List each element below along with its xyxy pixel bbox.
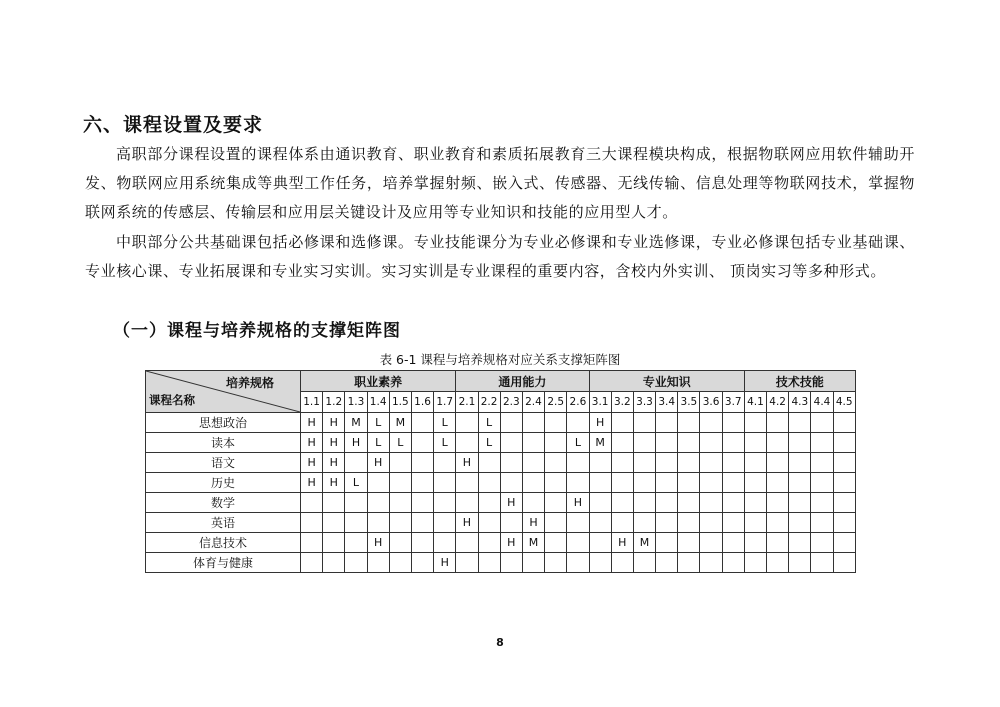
support-level-cell bbox=[767, 493, 789, 513]
support-level-cell bbox=[789, 533, 811, 553]
spec-code-header: 4.4 bbox=[811, 392, 833, 413]
support-level-cell bbox=[411, 513, 433, 533]
group-header-2: 通用能力 bbox=[456, 371, 589, 392]
support-level-cell: L bbox=[478, 413, 500, 433]
support-level-cell bbox=[656, 513, 678, 533]
support-level-cell bbox=[567, 473, 589, 493]
support-level-cell bbox=[811, 553, 833, 573]
table-corner-cell bbox=[146, 371, 301, 413]
support-level-cell bbox=[722, 413, 744, 433]
support-level-cell: H bbox=[323, 433, 345, 453]
support-level-cell bbox=[633, 413, 655, 433]
table-row bbox=[146, 533, 856, 553]
support-level-cell bbox=[678, 553, 700, 573]
support-level-cell bbox=[811, 433, 833, 453]
table-row bbox=[146, 473, 856, 493]
support-level-cell bbox=[301, 553, 323, 573]
spec-code-header: 1.5 bbox=[389, 392, 411, 413]
table-row bbox=[146, 493, 856, 513]
support-level-cell bbox=[500, 453, 522, 473]
support-level-cell bbox=[744, 453, 766, 473]
support-level-cell bbox=[611, 433, 633, 453]
course-name-cell: 读本 bbox=[146, 433, 301, 453]
spec-code-header: 3.6 bbox=[700, 392, 722, 413]
support-level-cell: H bbox=[323, 473, 345, 493]
support-level-cell bbox=[522, 413, 544, 433]
support-level-cell: M bbox=[345, 413, 367, 433]
support-level-cell bbox=[678, 453, 700, 473]
support-level-cell bbox=[389, 493, 411, 513]
support-level-cell bbox=[722, 513, 744, 533]
support-level-cell bbox=[589, 553, 611, 573]
support-level-cell: L bbox=[434, 413, 456, 433]
support-level-cell: H bbox=[522, 513, 544, 533]
section-heading: 六、课程设置及要求 bbox=[83, 114, 264, 136]
support-level-cell bbox=[545, 413, 567, 433]
support-level-cell bbox=[567, 413, 589, 433]
corner-label-specs: 培养规格 bbox=[225, 376, 274, 390]
support-level-cell bbox=[323, 553, 345, 573]
support-level-cell bbox=[789, 453, 811, 473]
course-name-cell: 思想政治 bbox=[146, 413, 301, 433]
support-level-cell bbox=[345, 553, 367, 573]
spec-code-header: 3.4 bbox=[656, 392, 678, 413]
support-level-cell bbox=[833, 533, 855, 553]
support-level-cell bbox=[345, 533, 367, 553]
support-level-cell: H bbox=[589, 413, 611, 433]
support-level-cell bbox=[633, 513, 655, 533]
support-level-cell: H bbox=[456, 513, 478, 533]
support-level-cell bbox=[656, 453, 678, 473]
support-level-cell bbox=[345, 493, 367, 513]
support-level-cell bbox=[545, 553, 567, 573]
spec-code-header: 1.6 bbox=[411, 392, 433, 413]
support-level-cell bbox=[611, 473, 633, 493]
support-level-cell bbox=[700, 473, 722, 493]
support-level-cell bbox=[389, 553, 411, 573]
support-level-cell: H bbox=[367, 533, 389, 553]
support-level-cell bbox=[700, 453, 722, 473]
support-level-cell bbox=[478, 453, 500, 473]
support-level-cell bbox=[545, 533, 567, 553]
paragraph-higher-vocational: 高职部分课程设置的课程体系由通识教育、职业教育和素质拓展教育三大课程模块构成，根据物联网应用软件辅助开发、物联网应用系统集成等典型工作任务，培养掌握射频、嵌入式、传感器、无线传输、信息处理等物联网技术，掌握物联网系统的传感层、传输层和应用层关键设计及应用等专业知识和技能的应用型人才。 bbox=[85, 145, 915, 221]
support-level-cell bbox=[434, 513, 456, 533]
spec-code-header: 4.5 bbox=[833, 392, 855, 413]
support-level-cell bbox=[789, 433, 811, 453]
support-level-cell: H bbox=[456, 453, 478, 473]
support-level-cell bbox=[367, 513, 389, 533]
support-level-cell bbox=[522, 433, 544, 453]
support-level-cell: M bbox=[589, 433, 611, 453]
course-name-cell: 历史 bbox=[146, 473, 301, 493]
support-level-cell: L bbox=[367, 433, 389, 453]
table-row bbox=[146, 453, 856, 473]
spec-code-header: 3.1 bbox=[589, 392, 611, 413]
support-level-cell bbox=[545, 473, 567, 493]
support-level-cell bbox=[789, 473, 811, 493]
support-level-cell bbox=[456, 533, 478, 553]
support-level-cell bbox=[456, 473, 478, 493]
support-level-cell bbox=[522, 493, 544, 513]
support-level-cell bbox=[611, 513, 633, 533]
support-level-cell: M bbox=[522, 533, 544, 553]
support-level-cell bbox=[456, 413, 478, 433]
support-level-cell bbox=[611, 453, 633, 473]
support-level-cell bbox=[545, 513, 567, 533]
table-row bbox=[146, 433, 856, 453]
support-level-cell bbox=[411, 413, 433, 433]
group-header-3: 专业知识 bbox=[589, 371, 744, 392]
sub-heading: （一）课程与培养规格的支撑矩阵图 bbox=[113, 321, 401, 341]
support-level-cell bbox=[456, 553, 478, 573]
support-level-cell: H bbox=[301, 453, 323, 473]
support-level-cell bbox=[345, 453, 367, 473]
support-level-cell bbox=[767, 533, 789, 553]
support-level-cell bbox=[611, 493, 633, 513]
support-level-cell: H bbox=[301, 413, 323, 433]
support-level-cell: L bbox=[367, 413, 389, 433]
support-level-cell bbox=[456, 493, 478, 513]
support-level-cell bbox=[833, 473, 855, 493]
spec-code-header: 2.1 bbox=[456, 392, 478, 413]
support-level-cell: H bbox=[345, 433, 367, 453]
support-level-cell bbox=[833, 453, 855, 473]
support-level-cell bbox=[301, 533, 323, 553]
table-row bbox=[146, 553, 856, 573]
group-header-1: 职业素养 bbox=[301, 371, 456, 392]
support-level-cell bbox=[678, 413, 700, 433]
support-level-cell bbox=[434, 453, 456, 473]
support-level-cell bbox=[678, 513, 700, 533]
support-level-cell bbox=[633, 473, 655, 493]
support-level-cell bbox=[811, 413, 833, 433]
support-level-cell bbox=[789, 513, 811, 533]
support-level-cell bbox=[589, 533, 611, 553]
support-level-cell bbox=[633, 433, 655, 453]
support-level-cell bbox=[633, 553, 655, 573]
support-level-cell bbox=[744, 413, 766, 433]
support-level-cell: H bbox=[323, 453, 345, 473]
course-name-cell: 英语 bbox=[146, 513, 301, 533]
support-level-cell bbox=[656, 433, 678, 453]
support-level-cell bbox=[678, 433, 700, 453]
spec-code-header: 2.6 bbox=[567, 392, 589, 413]
support-level-cell bbox=[722, 553, 744, 573]
support-level-cell bbox=[656, 533, 678, 553]
support-level-cell bbox=[301, 513, 323, 533]
support-level-cell bbox=[767, 513, 789, 533]
support-level-cell bbox=[767, 553, 789, 573]
support-level-cell bbox=[478, 473, 500, 493]
support-level-cell: H bbox=[500, 533, 522, 553]
support-level-cell bbox=[567, 453, 589, 473]
spec-code-header: 2.3 bbox=[500, 392, 522, 413]
course-name-cell: 数学 bbox=[146, 493, 301, 513]
spec-code-header: 1.1 bbox=[301, 392, 323, 413]
support-level-cell bbox=[744, 533, 766, 553]
support-level-cell bbox=[500, 413, 522, 433]
support-level-cell bbox=[811, 453, 833, 473]
page-number: 8 bbox=[496, 636, 504, 649]
support-level-cell bbox=[833, 553, 855, 573]
support-level-cell bbox=[722, 433, 744, 453]
support-level-cell bbox=[633, 453, 655, 473]
support-level-cell: H bbox=[301, 433, 323, 453]
spec-code-header: 2.4 bbox=[522, 392, 544, 413]
support-level-cell bbox=[323, 513, 345, 533]
support-level-cell bbox=[811, 513, 833, 533]
support-level-cell bbox=[767, 433, 789, 453]
support-level-cell: H bbox=[434, 553, 456, 573]
support-level-cell bbox=[411, 453, 433, 473]
support-level-cell: H bbox=[567, 493, 589, 513]
support-level-cell: H bbox=[301, 473, 323, 493]
support-level-cell bbox=[301, 493, 323, 513]
spec-code-header: 2.2 bbox=[478, 392, 500, 413]
support-level-cell bbox=[833, 513, 855, 533]
spec-code-header: 2.5 bbox=[545, 392, 567, 413]
support-level-cell bbox=[656, 493, 678, 513]
spec-code-header: 4.2 bbox=[767, 392, 789, 413]
paragraph-secondary-vocational: 中职部分公共基础课包括必修课和选修课。专业技能课分为专业必修课和专业选修课，专业必修课包括专业基础课、专业核心课、专业拓展课和专业实习实训。实习实训是专业课程的重要内容，含校内外实训、 顶岗实习等多种形式。 bbox=[85, 233, 915, 280]
support-level-cell bbox=[700, 533, 722, 553]
spec-code-header: 1.7 bbox=[434, 392, 456, 413]
support-level-cell bbox=[478, 493, 500, 513]
support-level-cell bbox=[678, 493, 700, 513]
support-level-cell: L bbox=[567, 433, 589, 453]
support-level-cell bbox=[389, 473, 411, 493]
support-level-cell bbox=[522, 553, 544, 573]
support-level-cell bbox=[789, 413, 811, 433]
support-level-cell bbox=[367, 493, 389, 513]
support-level-cell bbox=[545, 453, 567, 473]
support-level-cell bbox=[722, 533, 744, 553]
support-level-cell bbox=[545, 433, 567, 453]
spec-code-header: 1.4 bbox=[367, 392, 389, 413]
support-level-cell bbox=[789, 553, 811, 573]
support-level-cell bbox=[611, 413, 633, 433]
support-level-cell bbox=[678, 533, 700, 553]
support-level-cell bbox=[567, 553, 589, 573]
support-level-cell bbox=[478, 533, 500, 553]
support-level-cell bbox=[389, 533, 411, 553]
support-level-cell bbox=[567, 513, 589, 533]
support-level-cell bbox=[700, 493, 722, 513]
support-level-cell bbox=[744, 553, 766, 573]
support-level-cell bbox=[789, 493, 811, 513]
support-level-cell bbox=[589, 453, 611, 473]
course-name-cell: 信息技术 bbox=[146, 533, 301, 553]
support-level-cell bbox=[656, 553, 678, 573]
support-level-cell bbox=[522, 473, 544, 493]
support-level-cell bbox=[678, 473, 700, 493]
course-name-cell: 语文 bbox=[146, 453, 301, 473]
support-level-cell bbox=[589, 513, 611, 533]
table-body bbox=[146, 413, 856, 573]
support-level-cell bbox=[411, 433, 433, 453]
support-level-cell bbox=[656, 413, 678, 433]
support-level-cell: L bbox=[478, 433, 500, 453]
support-level-cell bbox=[434, 473, 456, 493]
support-level-cell bbox=[411, 533, 433, 553]
support-level-cell bbox=[700, 553, 722, 573]
support-level-cell: H bbox=[500, 493, 522, 513]
support-level-cell bbox=[744, 493, 766, 513]
support-level-cell bbox=[633, 493, 655, 513]
support-level-cell: H bbox=[323, 413, 345, 433]
support-level-cell bbox=[500, 513, 522, 533]
support-level-cell bbox=[811, 473, 833, 493]
spec-code-header: 3.5 bbox=[678, 392, 700, 413]
support-level-cell bbox=[722, 473, 744, 493]
support-level-cell: L bbox=[389, 433, 411, 453]
support-level-cell bbox=[833, 433, 855, 453]
support-level-cell bbox=[589, 473, 611, 493]
support-level-cell bbox=[323, 533, 345, 553]
table-group-header-row bbox=[146, 371, 856, 392]
support-level-cell bbox=[522, 453, 544, 473]
support-level-cell bbox=[589, 493, 611, 513]
support-level-cell bbox=[411, 473, 433, 493]
spec-code-header: 3.3 bbox=[633, 392, 655, 413]
support-level-cell bbox=[411, 553, 433, 573]
support-level-cell bbox=[811, 533, 833, 553]
support-level-cell: H bbox=[367, 453, 389, 473]
support-level-cell bbox=[323, 493, 345, 513]
support-level-cell bbox=[656, 473, 678, 493]
support-level-cell bbox=[500, 433, 522, 453]
support-level-cell: L bbox=[345, 473, 367, 493]
support-level-cell bbox=[500, 553, 522, 573]
support-level-cell bbox=[456, 433, 478, 453]
support-level-cell bbox=[500, 473, 522, 493]
support-level-cell bbox=[389, 513, 411, 533]
support-level-cell bbox=[700, 413, 722, 433]
support-level-cell bbox=[567, 533, 589, 553]
support-level-cell bbox=[411, 493, 433, 513]
support-level-cell bbox=[833, 413, 855, 433]
table-row bbox=[146, 413, 856, 433]
support-level-cell bbox=[434, 493, 456, 513]
support-level-cell bbox=[700, 433, 722, 453]
support-level-cell bbox=[811, 493, 833, 513]
support-level-cell bbox=[367, 473, 389, 493]
support-matrix-table bbox=[145, 370, 856, 573]
course-name-cell: 体育与健康 bbox=[146, 553, 301, 573]
spec-code-header: 3.7 bbox=[722, 392, 744, 413]
support-level-cell bbox=[767, 413, 789, 433]
support-level-cell bbox=[722, 493, 744, 513]
support-level-cell bbox=[367, 553, 389, 573]
corner-label-courses: 课程名称 bbox=[149, 393, 195, 407]
spec-code-header: 1.3 bbox=[345, 392, 367, 413]
support-level-cell bbox=[345, 513, 367, 533]
spec-code-header: 3.2 bbox=[611, 392, 633, 413]
support-level-cell bbox=[700, 513, 722, 533]
support-level-cell bbox=[545, 493, 567, 513]
support-level-cell: M bbox=[389, 413, 411, 433]
support-level-cell bbox=[744, 433, 766, 453]
support-level-cell bbox=[611, 553, 633, 573]
table-row bbox=[146, 513, 856, 533]
support-level-cell bbox=[434, 533, 456, 553]
support-level-cell bbox=[389, 453, 411, 473]
support-level-cell bbox=[478, 513, 500, 533]
support-level-cell bbox=[722, 453, 744, 473]
group-header-4: 技术技能 bbox=[744, 371, 855, 392]
support-level-cell bbox=[833, 493, 855, 513]
spec-code-header: 4.1 bbox=[744, 392, 766, 413]
spec-code-header: 4.3 bbox=[789, 392, 811, 413]
support-level-cell bbox=[767, 473, 789, 493]
table-caption: 表 6-1 课程与培养规格对应关系支撑矩阵图 bbox=[379, 352, 621, 367]
support-level-cell: M bbox=[633, 533, 655, 553]
support-level-cell: L bbox=[434, 433, 456, 453]
support-level-cell bbox=[478, 553, 500, 573]
support-level-cell bbox=[767, 453, 789, 473]
support-level-cell bbox=[744, 513, 766, 533]
support-level-cell: H bbox=[611, 533, 633, 553]
spec-code-header: 1.2 bbox=[323, 392, 345, 413]
support-level-cell bbox=[744, 473, 766, 493]
